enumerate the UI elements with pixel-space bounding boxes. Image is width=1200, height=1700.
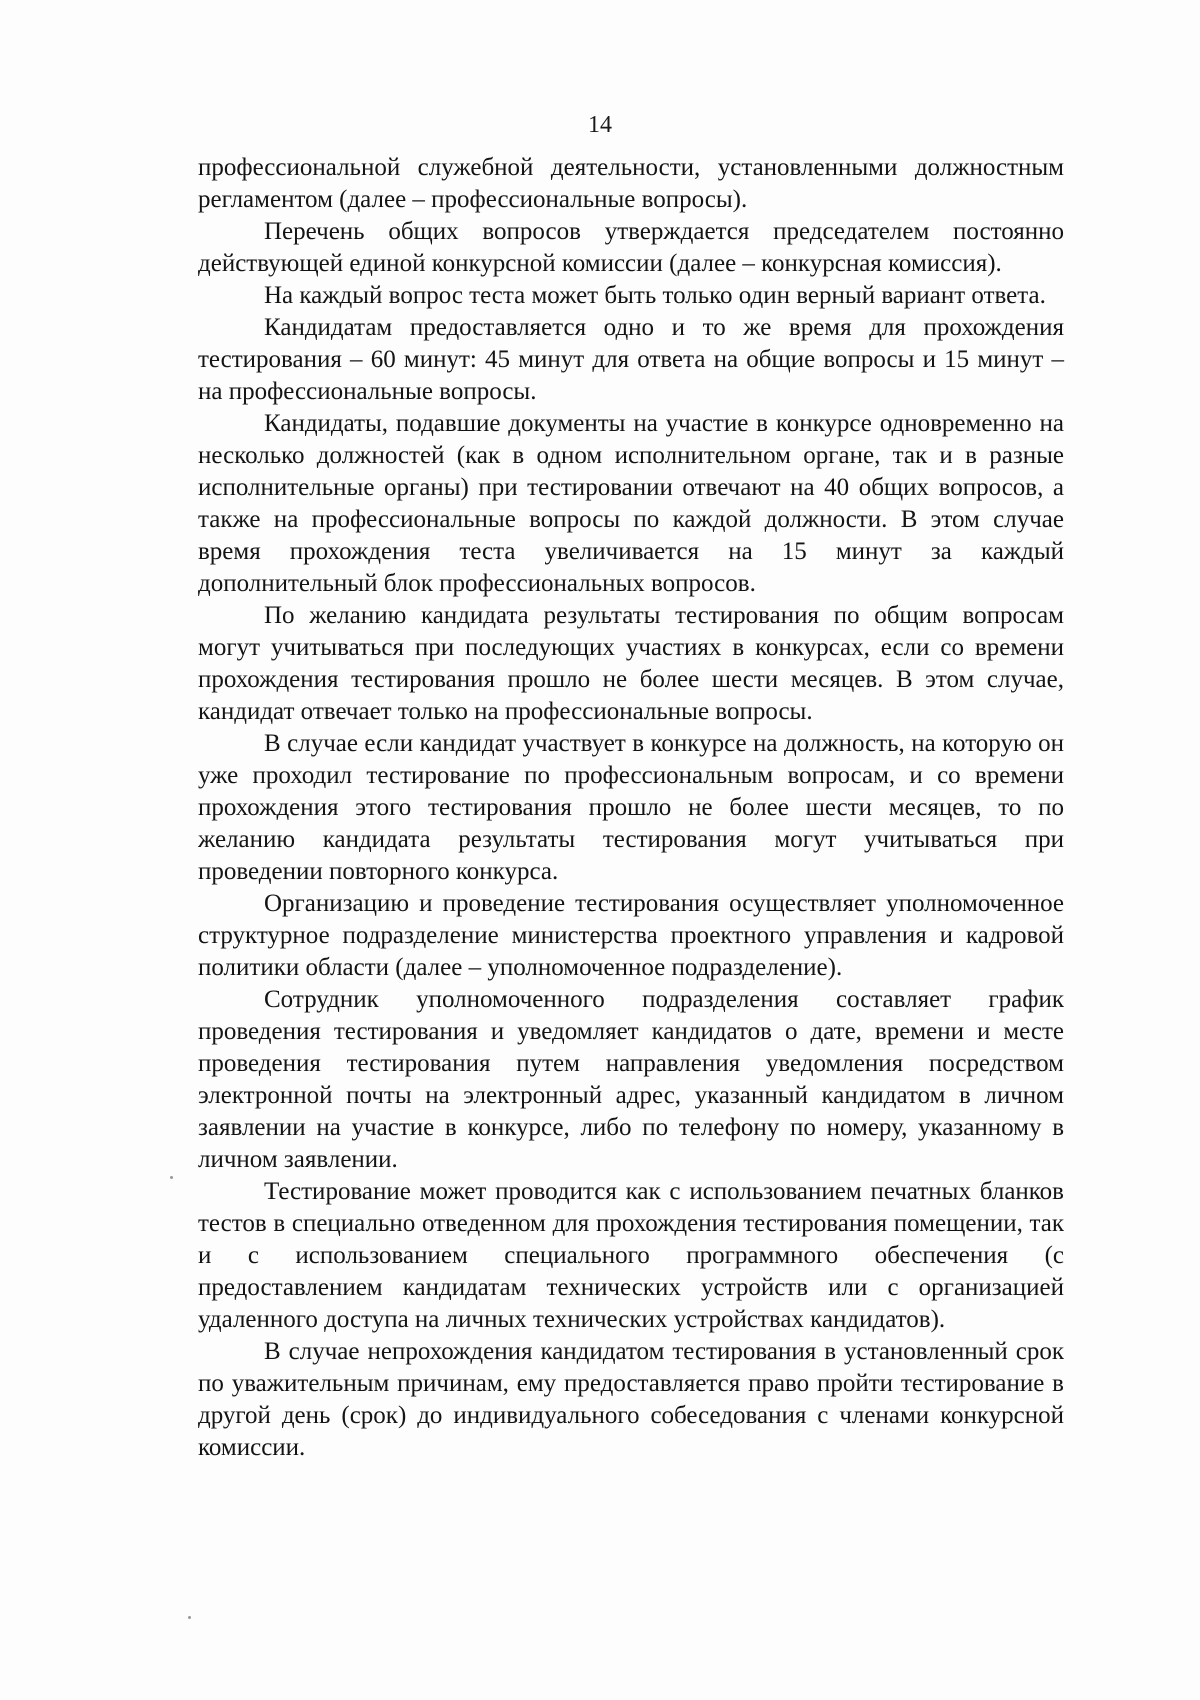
page-number: 14 [588, 112, 612, 138]
scan-speck [188, 1616, 191, 1619]
paragraph-organization: Организацию и проведение тестирования осуществляет уполномоченное структурное подразделение министерства проектного управления и кадровой политики области (далее – уполномоченное подразделение). [198, 890, 1064, 981]
paragraph-rescheduling: В случае непрохождения кандидатом тестирования в установленный срок по уважительным причинам, ему предоставляется право пройти тестирование в другой день (срок) до индивидуального собеседования с членами конкурсной комиссии. [198, 1338, 1064, 1461]
paragraph-general-results-reuse: По желанию кандидата результаты тестирования по общим вопросам могут учитываться при последующих участиях в конкурсах, если со времени прохождения тестирования прошло не более шести месяцев. В этом случае, кандидат отвечает только на профессиональные вопросы. [198, 602, 1064, 725]
paragraph-professional-results-reuse: В случае если кандидат участвует в конкурсе на должность, на которую он уже проходил тестирование по профессиональным вопросам, и со времени прохождения этого тестирования прошло не более шести месяцев, то по желанию кандидата результаты тестирования могут учитываться при проведении повторного конкурса. [198, 730, 1064, 885]
paragraph-testing-format: Тестирование может проводится как с использованием печатных бланков тестов в специально отведенном для прохождения тестирования помещении, так и с использованием специального программного обеспечения (с предоставлением кандидатам технических устройств или с организацией удаленного доступа на личных технических устройствах кандидатов). [198, 1178, 1064, 1333]
paragraph-schedule-notification: Сотрудник уполномоченного подразделения составляет график проведения тестирования и уведомляет кандидатов о дате, времени и месте проведения тестирования путем направления уведомления посредством электронной почты на электронный адрес, указанный кандидатом в личном заявлении на участие в конкурсе, либо по телефону по номеру, указанному в личном заявлении. [198, 986, 1064, 1173]
paragraph-multiple-positions: Кандидаты, подавшие документы на участие в конкурсе одновременно на несколько должностей (как в одном исполнительном органе, так и в разные исполнительные органы) при тестировании отвечают на 40 общих вопросов, а также на профессиональные вопросы по каждой должности. В этом случае время прохождения теста увеличивается на 15 минут за каждый дополнительный блок профессиональных вопросов. [198, 410, 1064, 597]
scan-speck [170, 1176, 173, 1179]
paragraph-professional-questions-definition: профессиональной служебной деятельности, установленными должностным регламентом (далее – профессиональные вопросы). [198, 154, 1064, 213]
paragraph-one-correct-answer: На каждый вопрос теста может быть только один верный вариант ответа. [264, 282, 1046, 309]
paragraph-general-questions-list: Перечень общих вопросов утверждается председателем постоянно действующей единой конкурсной комиссии (далее – конкурсная комиссия). [198, 218, 1064, 277]
paragraph-testing-time: Кандидатам предоставляется одно и то же время для прохождения тестирования – 60 минут: 45 минут для ответа на общие вопросы и 15 минут – на профессиональные вопросы. [198, 314, 1064, 405]
document-body [198, 152, 1064, 1464]
